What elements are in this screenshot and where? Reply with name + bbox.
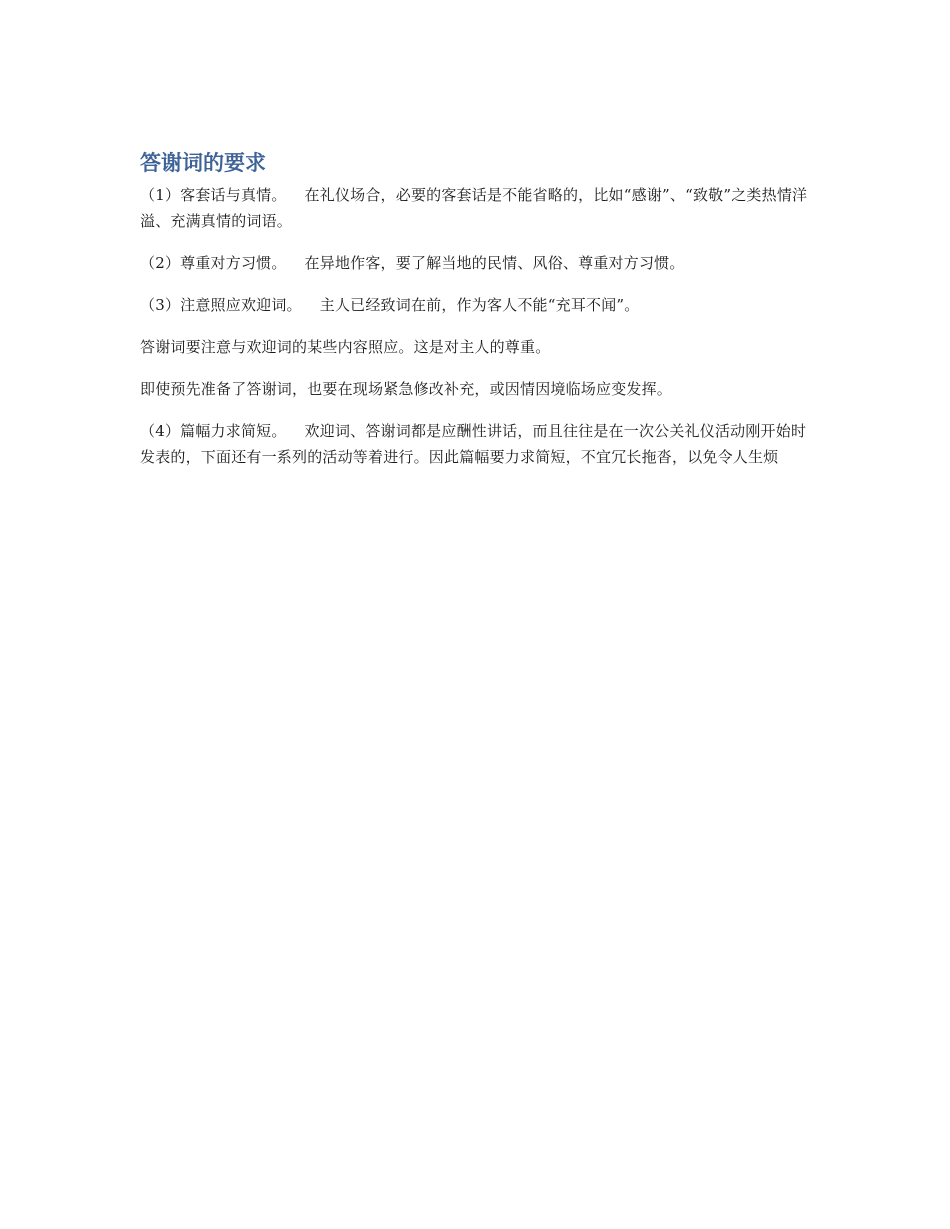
paragraph-6-lead: （4）篇幅力求简短。: [140, 422, 287, 440]
paragraph-6-body: 欢迎词、答谢词都是应酬性讲话，而且往往是在一次公关礼仪活动刚开始时发表的，下面还有一系列的活动等着进行。因此篇幅要力求简短，不宜冗长拖沓，以免令人生烦: [140, 422, 807, 466]
paragraph-4-body: 答谢词要注意与欢迎词的某些内容照应。这是对主人的尊重。: [140, 338, 551, 356]
document-title: 答谢词的要求: [140, 151, 266, 175]
paragraph-1: [140, 182, 812, 234]
paragraph-3-lead: （3）注意照应欢迎词。: [140, 296, 302, 314]
paragraph-5: [140, 376, 812, 402]
paragraph-3: [140, 292, 812, 318]
paragraph-1-lead: （1）客套话与真情。: [140, 186, 287, 204]
paragraph-6: [140, 418, 812, 470]
paragraph-3-body: 主人已经致词在前，作为客人不能“充耳不闻”。: [319, 296, 640, 314]
document-page: [140, 148, 812, 486]
paragraph-5-body: 即使预先准备了答谢词，也要在现场紧急修改补充，或因情因境临场应变发挥。: [140, 380, 673, 398]
paragraph-2-lead: （2）尊重对方习惯。: [140, 254, 287, 272]
paragraph-2-body: 在异地作客，要了解当地的民情、风俗、尊重对方习惯。: [304, 254, 685, 272]
paragraph-4: [140, 334, 812, 360]
paragraph-2: [140, 250, 812, 276]
paragraph-1-body: 在礼仪场合，必要的客套话是不能省略的，比如“感谢”、“致敬”之类热情洋溢、充满真情的词语。: [140, 186, 808, 230]
